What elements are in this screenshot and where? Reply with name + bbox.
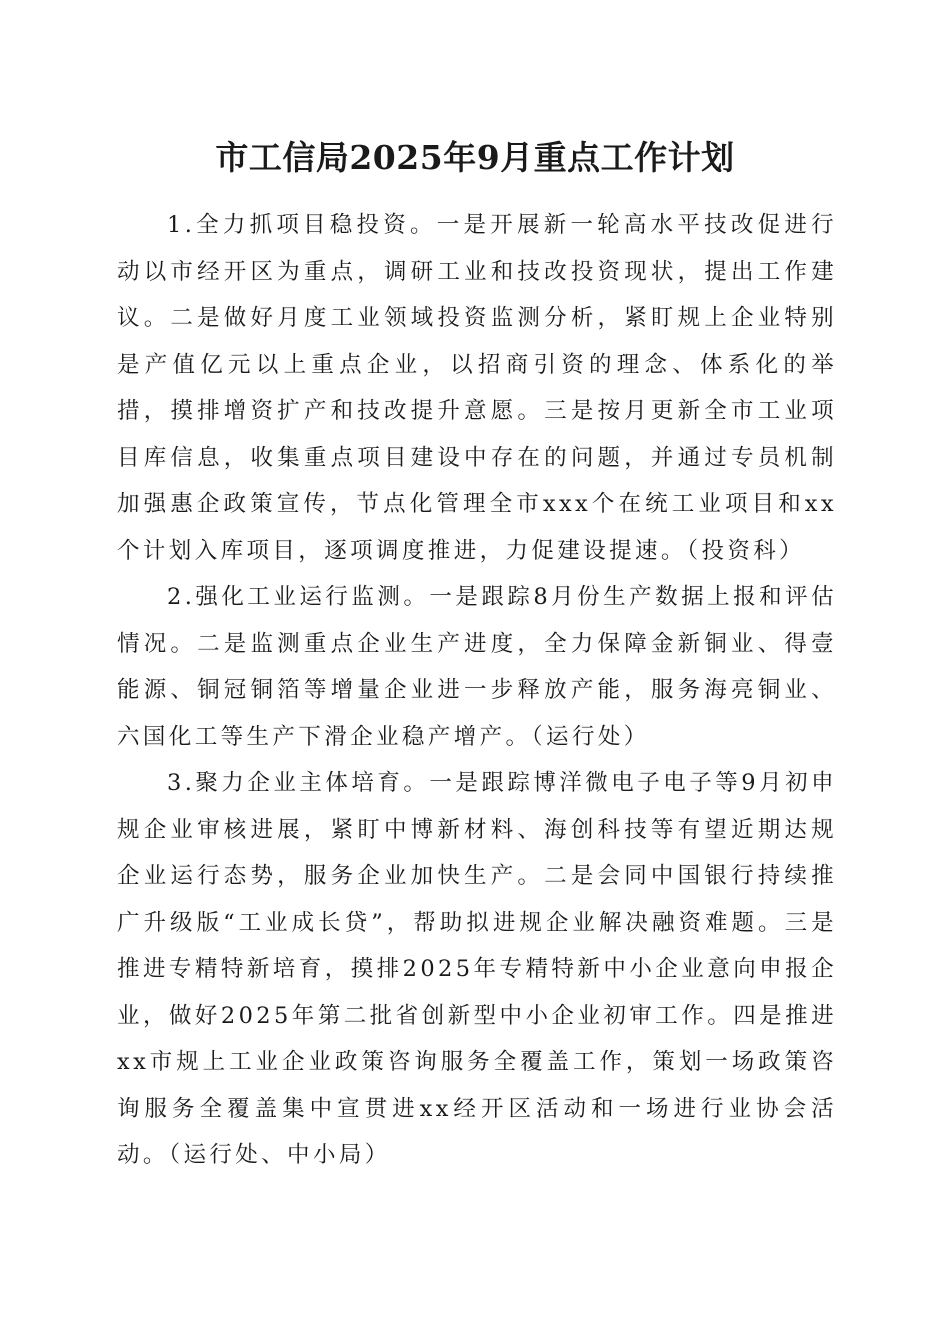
document-title: 市工信局2025年9月重点工作计划 bbox=[215, 138, 735, 177]
paragraph-enterprise-cultivation: 3.聚力企业主体培育。一是跟踪博洋微电子电子等9月初申规企业审核进展，紧盯中博新材料、海创科技等有望近期达规企业运行态势，服务企业加快生产。二是会同中国银行持续推广升级版“工业成长贷”，帮助拟进规企业解决融资难题。三是推进专精特新培育，摸排2025年专精特新中小企业意向申报企业，做好2025年第二批省创新型中小企业初审工作。四是推进xx市规上工业企业政策咨询服务全覆盖工作，策划一场政策咨询服务全覆盖集中宣贯进xx经开区活动和一场进行业协会活动。（运行处、中小局） bbox=[117, 770, 837, 1168]
paragraph-investment: 1.全力抓项目稳投资。一是开展新一轮高水平技改促进行动以市经开区为重点，调研工业和技改投资现状，提出工作建议。二是做好月度工业领域投资监测分析，紧盯规上企业特别是产值亿元以上重点企业，以招商引资的理念、体系化的举措，摸排增资扩产和技改提升意愿。三是按月更新全市工业项目库信息，收集重点项目建设中存在的问题，并通过专员机制加强惠企政策宣传，节点化管理全市xxx个在统工业项目和xx个计划入库项目，逐项调度推进，力促建设提速。（投资科） bbox=[117, 212, 837, 564]
document-body bbox=[117, 202, 837, 1179]
paragraph-operation-monitoring: 2.强化工业运行监测。一是跟踪8月份生产数据上报和评估情况。二是监测重点企业生产进度，全力保障金新铜业、得壹能源、铜冠铜箔等增量企业进一步释放产能，服务海亮铜业、六国化工等生产下滑企业稳产增产。（运行处） bbox=[117, 584, 837, 750]
